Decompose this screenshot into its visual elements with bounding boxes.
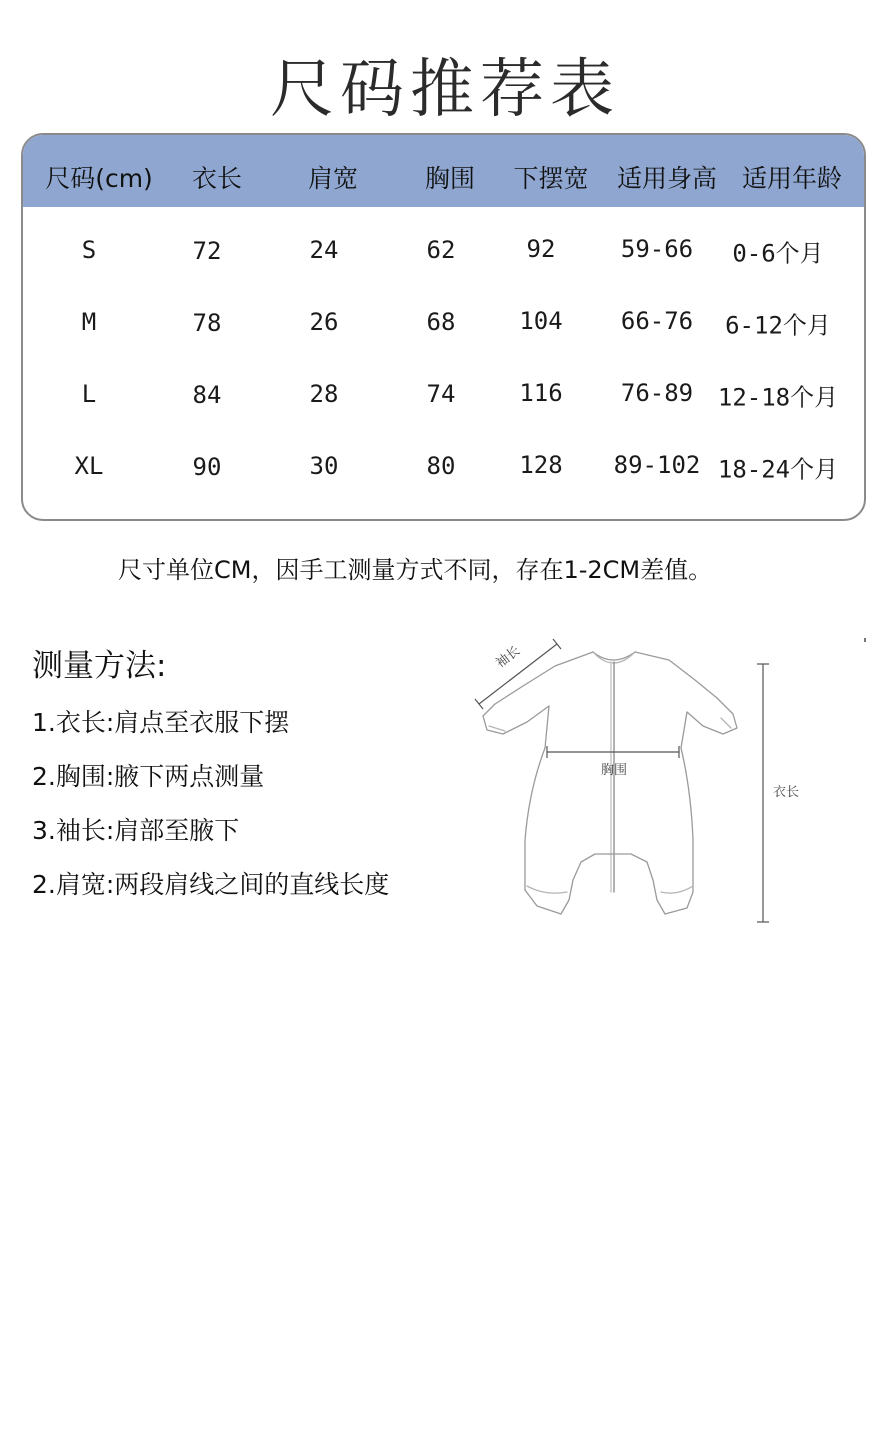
measurement-note: 尺寸单位CM，因手工测量方式不同，存在1-2CM差值。 [118, 556, 713, 584]
table-cell: 28 [309, 380, 339, 408]
page-title: 尺码推荐表 [270, 53, 620, 127]
table-cell: 6-12个月 [725, 311, 831, 340]
table-cell: 12-18个月 [717, 383, 839, 412]
table-cell: 26 [309, 308, 339, 336]
table-cell: 62 [426, 236, 456, 264]
table-cell: 128 [519, 451, 563, 479]
table-cell: 89-102 [613, 451, 701, 479]
size-table [21, 133, 866, 521]
table-cell: 92 [526, 235, 556, 263]
table-cell: 30 [309, 452, 339, 480]
table-cell: S [81, 236, 97, 264]
header-hem: 下摆宽 [513, 164, 589, 193]
table-cell: 116 [519, 379, 563, 407]
header-height: 适用身高 [616, 164, 718, 193]
table-cell: 24 [309, 236, 339, 264]
table-cell: 80 [426, 452, 456, 480]
header-length: 衣长 [191, 164, 243, 193]
method-item: 2.胸围:腋下两点测量 [32, 762, 265, 791]
table-cell: 68 [426, 308, 456, 336]
method-item: 2.肩宽:两段肩线之间的直线长度 [32, 870, 390, 899]
garment-diagram [465, 630, 875, 930]
table-cell: 66-76 [620, 307, 694, 335]
method-item: 3.袖长:肩部至腋下 [32, 816, 240, 845]
table-cell: 74 [426, 380, 456, 408]
length-label: 衣长 [773, 785, 800, 800]
header-chest: 胸围 [424, 164, 476, 193]
table-cell: M [81, 308, 97, 336]
chest-label: 胸围 [601, 763, 628, 778]
sleepsuit-outline-icon [465, 630, 875, 930]
table-cell: 72 [192, 237, 222, 265]
table-cell: 76-89 [620, 379, 694, 407]
table-cell: 90 [192, 453, 222, 481]
table-cell: 18-24个月 [717, 455, 839, 484]
header-age: 适用年龄 [741, 164, 843, 193]
table-cell: 59-66 [620, 235, 694, 263]
method-item: 1.衣长:肩点至衣服下摆 [32, 708, 290, 737]
table-cell: L [81, 380, 97, 408]
table-cell: 84 [192, 381, 222, 409]
table-header-row [23, 135, 864, 207]
method-title: 测量方法: [32, 648, 167, 684]
header-shoulder: 肩宽 [307, 164, 359, 193]
table-cell: 78 [192, 309, 222, 337]
header-size: 尺码(cm) [45, 164, 153, 193]
table-cell: 104 [519, 307, 563, 335]
sleeve-length-label: 袖长 [493, 643, 524, 672]
table-cell: XL [74, 452, 104, 480]
table-cell: 0-6个月 [732, 239, 824, 268]
